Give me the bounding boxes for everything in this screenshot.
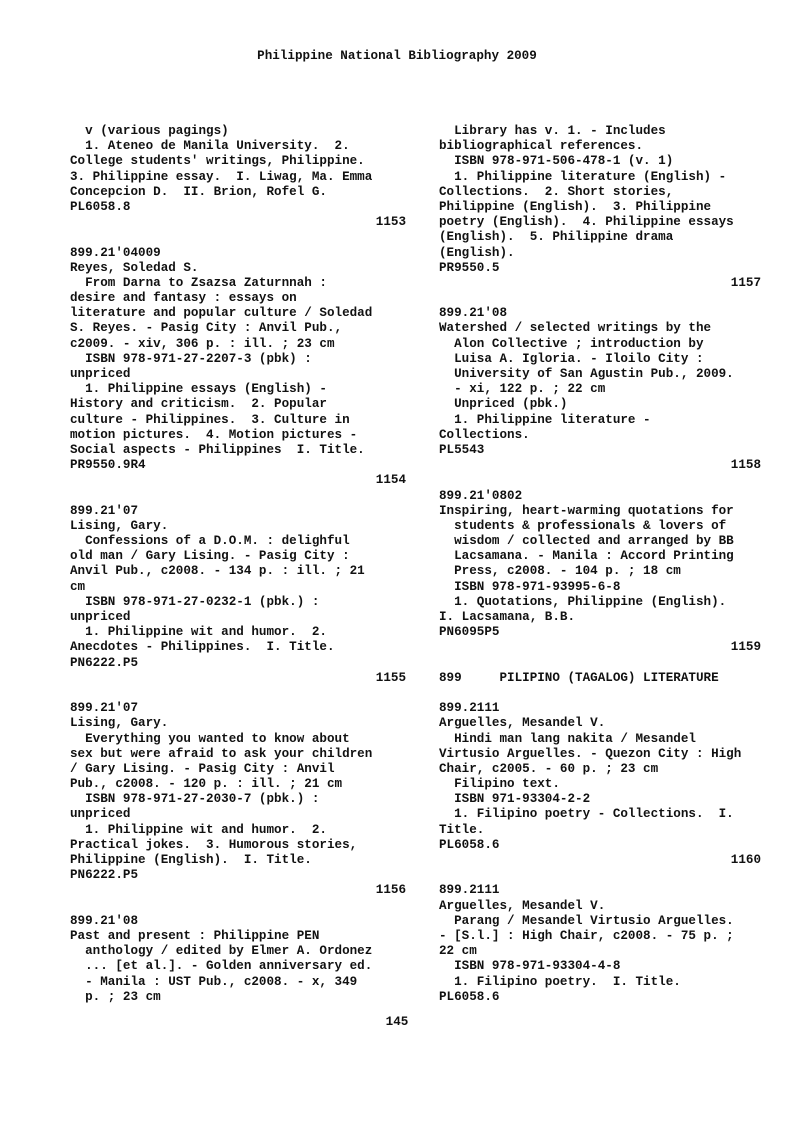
entry-line: literature and popular culture / Soledad: [70, 306, 373, 321]
entry-line: - Manila : UST Pub., c2008. - x, 349: [70, 974, 358, 989]
entry-line: 1. Filipino poetry. I. Title.: [439, 974, 681, 989]
call-number: PR9550.5: [439, 260, 500, 275]
entry-line: Past and present : Philippine PEN: [70, 928, 320, 943]
entry-line: p. ; 23 cm: [70, 989, 161, 1004]
call-number: PN6222.P5: [70, 655, 139, 670]
entry-line: History and criticism. 2. Popular: [70, 397, 327, 412]
entry-line: wisdom / collected and arranged by BB: [439, 534, 734, 549]
entry-line: ISBN 978-971-93995-6-8: [439, 579, 621, 594]
entry-line: ISBN 978-971-27-0232-1 (pbk.) :: [70, 594, 320, 609]
entry-line: old man / Gary Lising. - Pasig City :: [70, 549, 350, 564]
entry-line: Anecdotes - Philippines. I. Title.: [70, 640, 335, 655]
bib-entry-1154: [70, 246, 406, 489]
entry-line: Luisa A. Igloria. - Iloilo City :: [439, 351, 704, 366]
bib-entry-1158: [439, 306, 761, 473]
entry-line: unpriced: [70, 367, 131, 381]
entry-line: 1. Philippine essays (English) -: [70, 382, 327, 397]
call-number: PN6222.P5: [70, 868, 139, 883]
bib-entry-1153: [70, 124, 406, 230]
entry-line: I. Lacsamana, B.B.: [439, 610, 576, 624]
entry-line: Everything you wanted to know about: [70, 731, 350, 746]
entry-line: (English). 5. Philippine drama: [439, 230, 674, 245]
entry-line: Virtusio Arguelles. - Quezon City : High: [439, 746, 742, 761]
call-number: PL6058.6: [439, 837, 500, 852]
entry-line: University of San Agustin Pub., 2009.: [439, 367, 734, 381]
entry-line: Unpriced (pbk.): [439, 397, 568, 412]
entry-line: 1. Ateneo de Manila University. 2.: [70, 139, 350, 154]
entry-line: Alon Collective ; introduction by: [439, 336, 704, 351]
entry-line: ISBN 978-971-506-478-1 (v. 1): [439, 154, 674, 169]
class-number: 899.21'08: [70, 913, 139, 928]
bib-entry-1159: [439, 489, 761, 656]
class-number: 899.21'07: [70, 503, 139, 518]
entry-line: Lising, Gary.: [70, 716, 169, 731]
entry-line: Social aspects - Philippines I. Title.: [70, 442, 365, 457]
entry-line: 1. Philippine literature -: [439, 412, 651, 427]
entry-line: Parang / Mesandel Virtusio Arguelles.: [439, 913, 734, 928]
entry-line: 22 cm: [439, 944, 477, 959]
entry-number: 1159: [730, 640, 761, 655]
entry-line: unpriced: [70, 807, 131, 822]
entry-line: Practical jokes. 3. Humorous stories,: [70, 837, 358, 852]
entry-line: 1. Philippine wit and humor. 2.: [70, 822, 327, 837]
entry-line: unpriced: [70, 610, 131, 624]
entry-line: College students' writings, Philippine.: [70, 154, 365, 169]
entry-line: ISBN 978-971-27-2207-3 (pbk) :: [70, 351, 312, 366]
bib-entry-1155: [70, 504, 406, 686]
entry-line: sex but were afraid to ask your children: [70, 746, 373, 761]
call-number: PN6095P5: [439, 625, 500, 640]
entry-number: 1154: [375, 473, 406, 488]
call-number: PL6058.6: [439, 989, 500, 1004]
entry-line: Lising, Gary.: [70, 518, 169, 533]
call-number: PL6058.8: [70, 199, 131, 214]
bib-entry-1156: [70, 701, 406, 898]
entry-line: (English).: [439, 245, 515, 260]
entry-number: 1158: [730, 458, 761, 473]
entry-line: / Gary Lising. - Pasig City : Anvil: [70, 761, 335, 776]
entry-line: culture - Philippines. 3. Culture in: [70, 412, 350, 427]
class-number: 899.21'04009: [70, 245, 161, 260]
entry-number: 1153: [375, 215, 406, 230]
class-number: 899.21'0802: [439, 488, 523, 503]
section-heading: 899 PILIPINO (TAGALOG) LITERATURE: [439, 670, 719, 685]
entry-line: Collections.: [439, 427, 530, 442]
call-number: PL5543: [439, 442, 485, 457]
entry-number: 1155: [375, 670, 406, 685]
class-number: 899.2111: [439, 701, 500, 716]
entry-line: Press, c2008. - 104 p. ; 18 cm: [439, 564, 681, 579]
entry-line: ISBN 978-971-93304-4-8: [439, 959, 621, 974]
entry-line: v (various pagings): [70, 124, 229, 138]
entry-line: From Darna to Zsazsa Zaturnnah :: [70, 275, 327, 290]
entry-line: anthology / edited by Elmer A. Ordonez: [70, 944, 373, 959]
call-number: PR9550.9R4: [70, 458, 146, 473]
entry-line: cm: [70, 579, 86, 594]
entry-line: Filipino text.: [439, 777, 560, 792]
entry-line: Lacsamana. - Manila : Accord Printing: [439, 549, 734, 564]
entry-line: desire and fantasy : essays on: [70, 291, 297, 306]
entry-line: ISBN 978-971-27-2030-7 (pbk.) :: [70, 792, 320, 807]
entry-line: Anvil Pub., c2008. - 134 p. : ill. ; 21: [70, 564, 365, 579]
entry-line: Confessions of a D.O.M. : delighful: [70, 534, 350, 549]
right-column: [439, 124, 761, 1005]
bib-entry-1157-end: [439, 124, 761, 291]
entry-number: 1160: [730, 853, 761, 867]
class-number: 899.21'08: [439, 306, 508, 321]
entry-line: Arguelles, Mesandel V.: [439, 898, 606, 913]
entry-line: Collections. 2. Short stories,: [439, 184, 674, 199]
entry-line: Title.: [439, 822, 485, 837]
entry-line: Library has v. 1. - Includes: [439, 124, 666, 138]
entry-number: 1157: [730, 275, 761, 290]
entry-line: Watershed / selected writings by the: [439, 321, 712, 336]
entry-line: S. Reyes. - Pasig City : Anvil Pub.,: [70, 321, 343, 336]
entry-line: - [S.l.] : High Chair, c2008. - 75 p. ;: [439, 928, 734, 943]
entry-line: 1. Philippine wit and humor. 2.: [70, 625, 327, 640]
entry-line: Pub., c2008. - 120 p. : ill. ; 21 cm: [70, 777, 343, 792]
class-number: 899.2111: [439, 883, 500, 898]
entry-number: 1156: [375, 883, 406, 898]
bib-entry-1160: [439, 701, 761, 868]
class-number: 899.21'07: [70, 701, 139, 716]
entry-line: Chair, c2005. - 60 p. ; 23 cm: [439, 761, 659, 776]
entry-line: bibliographical references.: [439, 139, 644, 154]
entry-line: Concepcion D. II. Brion, Rofel G.: [70, 184, 327, 199]
entry-line: 1. Quotations, Philippine (English).: [439, 594, 727, 609]
entry-line: ISBN 971-93304-2-2: [439, 792, 591, 807]
entry-line: Inspiring, heart-warming quotations for: [439, 503, 734, 518]
entry-line: ... [et al.]. - Golden anniversary ed.: [70, 959, 373, 974]
entry-line: Philippine (English). I. Title.: [70, 853, 312, 867]
left-column: [70, 124, 406, 1005]
entry-line: 1. Filipino poetry - Collections. I.: [439, 807, 734, 822]
entry-line: students & professionals & lovers of: [439, 518, 727, 533]
entry-line: Arguelles, Mesandel V.: [439, 716, 606, 731]
entry-line: Hindi man lang nakita / Mesandel: [439, 731, 696, 746]
running-header: Philippine National Bibliography 2009: [257, 49, 537, 63]
entry-line: 1. Philippine literature (English) -: [439, 169, 727, 184]
entry-line: Reyes, Soledad S.: [70, 260, 199, 275]
page-number: 145: [385, 1015, 409, 1029]
entry-line: c2009. - xiv, 306 p. : ill. ; 23 cm: [70, 336, 335, 351]
entry-line: motion pictures. 4. Motion pictures -: [70, 427, 358, 442]
bib-entry-1161: [439, 883, 761, 1005]
entry-line: - xi, 122 p. ; 22 cm: [439, 382, 606, 397]
entry-line: Philippine (English). 3. Philippine: [439, 199, 712, 214]
entry-line: 3. Philippine essay. I. Liwag, Ma. Emma: [70, 169, 373, 184]
bib-entry-1157-start: [70, 914, 406, 1005]
entry-line: poetry (English). 4. Philippine essays: [439, 215, 734, 230]
